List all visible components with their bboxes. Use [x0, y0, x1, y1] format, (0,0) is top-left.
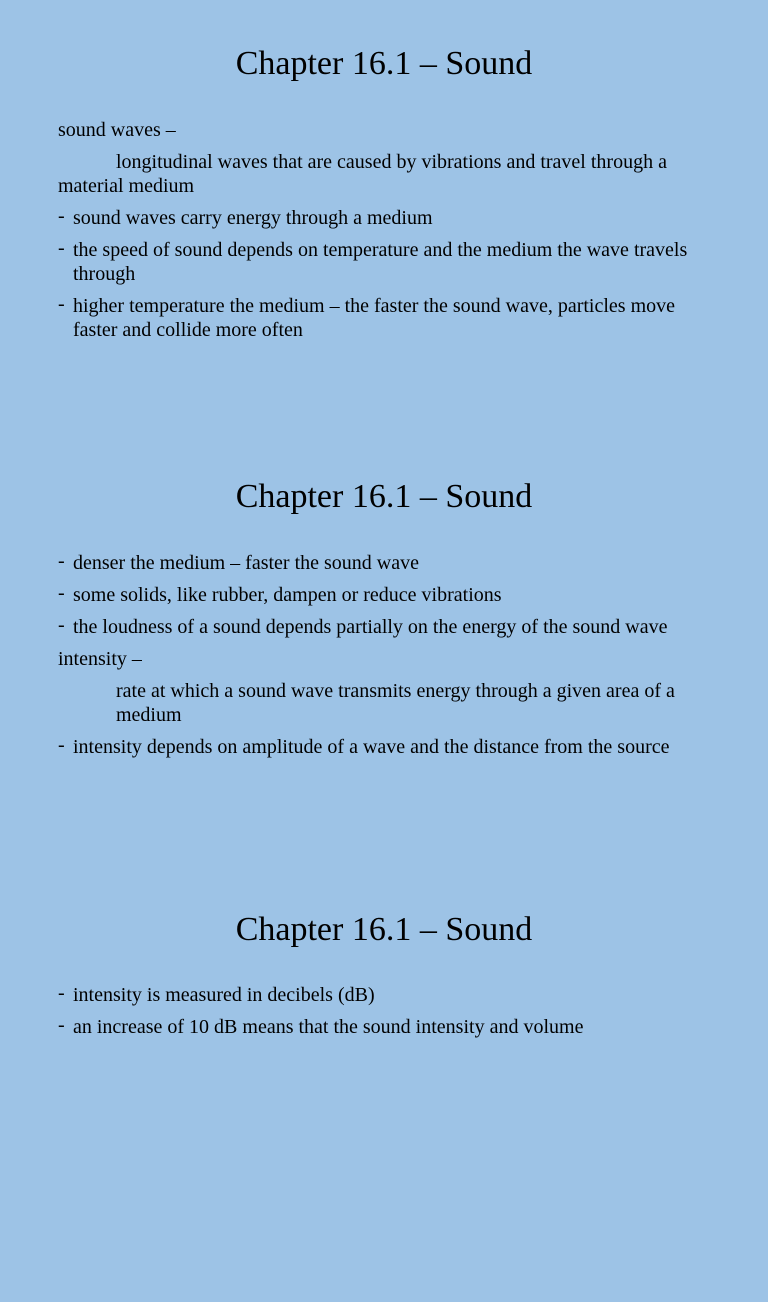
bullet-dash: -	[58, 614, 65, 636]
list-item	[58, 1015, 718, 1039]
bullet-dash: -	[58, 1014, 65, 1036]
list-item-text: the speed of sound depends on temperature and the medium the wave travels through	[73, 239, 688, 285]
definition-sound-waves: longitudinal waves that are caused by vibrations and travel through a material medium	[58, 151, 667, 197]
slide-3	[0, 868, 768, 1302]
list-item-text: intensity depends on amplitude of a wave and the distance from the source	[73, 736, 670, 758]
list-item-text: sound waves carry energy through a medium	[73, 207, 433, 229]
bullet-dash: -	[58, 237, 65, 259]
slide-title: Chapter 16.1 – Sound	[235, 45, 533, 82]
list-item-text: intensity is measured in decibels (dB)	[73, 984, 375, 1006]
slide-1	[0, 0, 768, 434]
slide-title: Chapter 16.1 – Sound	[235, 911, 533, 948]
list-item	[58, 206, 718, 230]
list-item-text: higher temperature the medium – the faster the sound wave, particles move faster and collide more often	[73, 295, 676, 341]
list-item	[58, 551, 718, 575]
list-item-text: denser the medium – faster the sound wave	[73, 552, 420, 574]
bullet-dash: -	[58, 205, 65, 227]
term-intensity: intensity –	[58, 648, 142, 670]
list-item	[58, 583, 718, 607]
term-sound-waves: sound waves –	[58, 119, 176, 141]
list-item	[58, 294, 718, 342]
slide-body	[58, 551, 718, 767]
list-item-text: some solids, like rubber, dampen or reduce vibrations	[73, 584, 502, 606]
slide-body	[58, 983, 718, 1047]
definition-intensity: rate at which a sound wave transmits energy through a given area of a medium	[116, 680, 675, 726]
slide-body	[58, 118, 718, 350]
bullet-dash: -	[58, 582, 65, 604]
list-item	[58, 735, 718, 759]
list-item-text: an increase of 10 dB means that the sound intensity and volume	[73, 1016, 584, 1038]
bullet-dash: -	[58, 982, 65, 1004]
bullet-dash: -	[58, 734, 65, 756]
list-item	[58, 615, 718, 639]
slide-2	[0, 434, 768, 868]
slide-title: Chapter 16.1 – Sound	[235, 478, 533, 515]
list-item	[58, 238, 718, 286]
list-item-text: the loudness of a sound depends partially on the energy of the sound wave	[73, 616, 668, 638]
bullet-dash: -	[58, 550, 65, 572]
bullet-dash: -	[58, 293, 65, 315]
list-item	[58, 983, 718, 1007]
